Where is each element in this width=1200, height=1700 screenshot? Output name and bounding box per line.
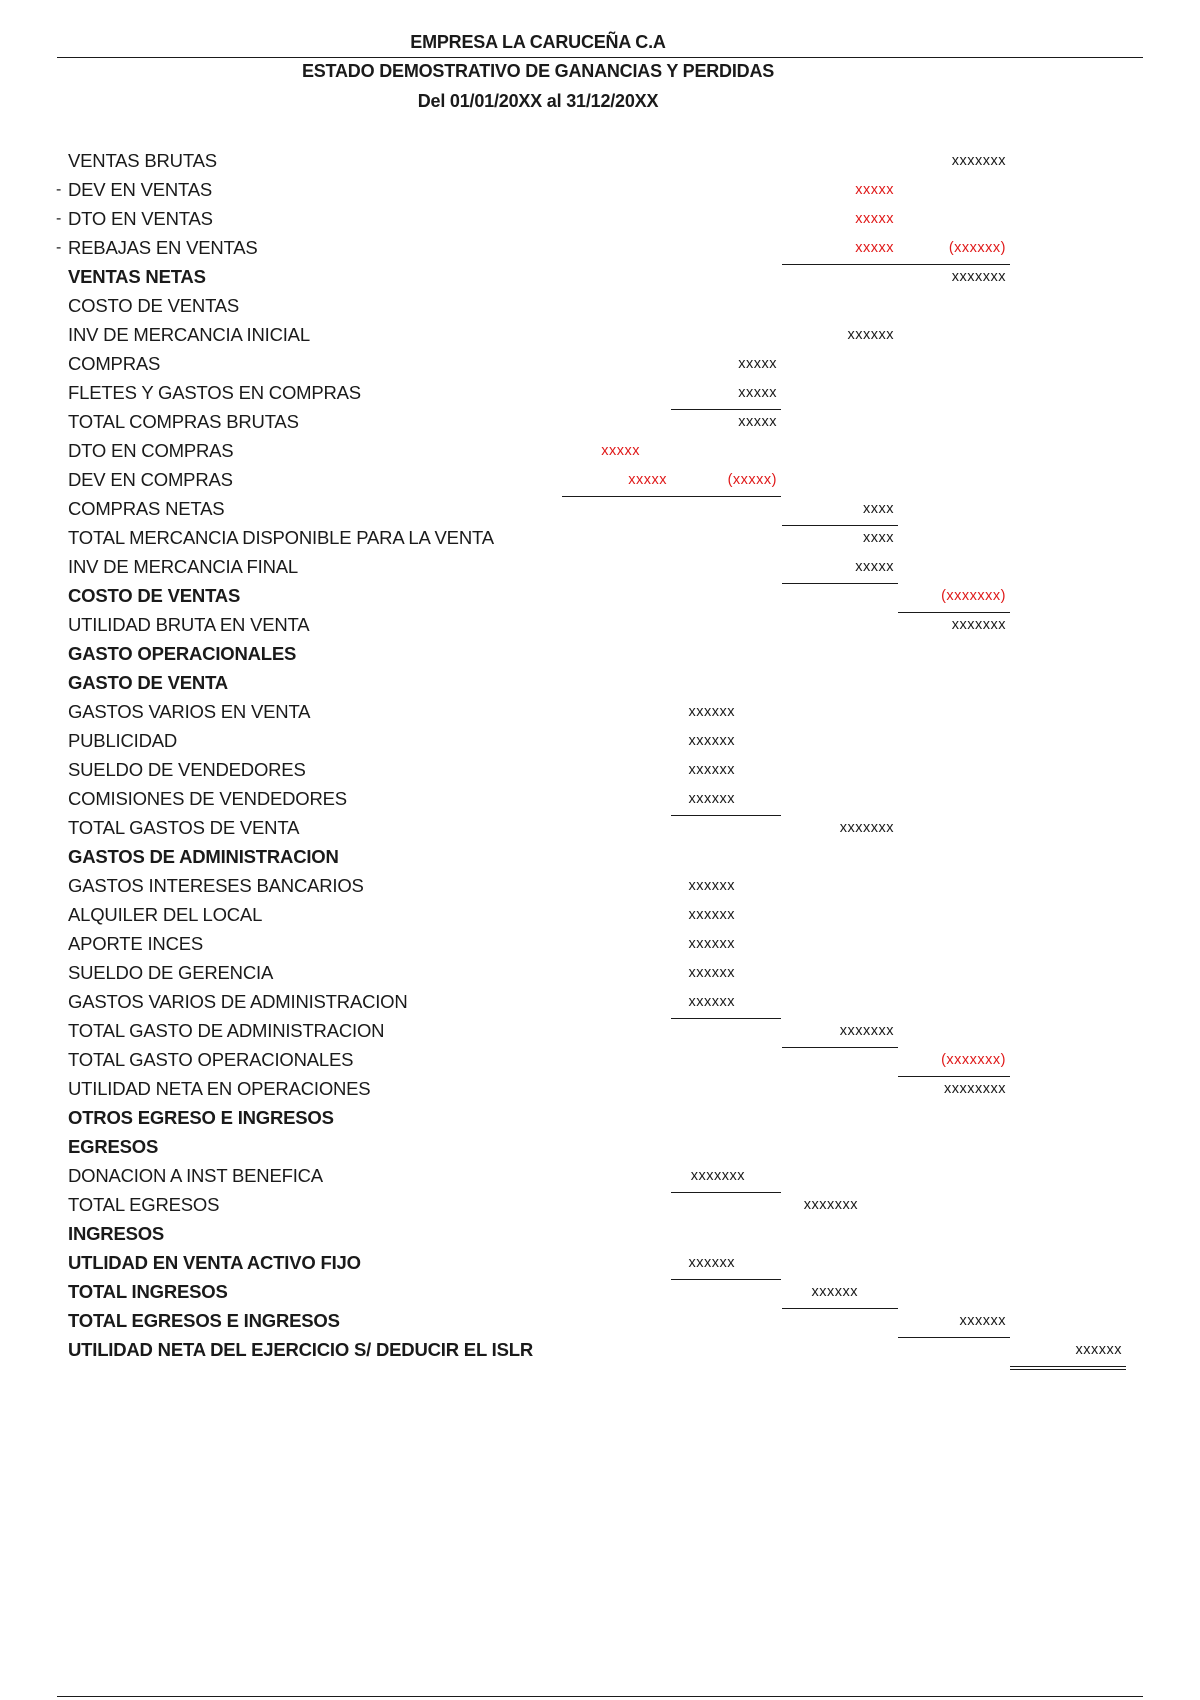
header-rule (57, 57, 1143, 58)
row-label: ALQUILER DEL LOCAL (68, 904, 263, 925)
row-compras (0, 349, 1200, 378)
row-gasto-venta (0, 668, 1200, 697)
row-total-gasto-admin (0, 1016, 1200, 1045)
row-label: GASTOS VARIOS DE ADMINISTRACION (68, 991, 408, 1012)
row-label: EGRESOS (68, 1136, 159, 1157)
amount-cell: (xxxxxx) (898, 233, 1010, 265)
amount-cell: xxxxxx (688, 965, 735, 981)
row-utilidad-bruta (0, 610, 1200, 639)
row-sueldo-vendedores (0, 755, 1200, 784)
amount-cell: xxxxxx (671, 987, 781, 1019)
row-label: UTILIDAD NETA DEL EJERCICIO S/ DEDUCIR EL ISLR (68, 1339, 533, 1360)
statement-period: Del 01/01/20XX al 31/12/20XX (417, 91, 659, 111)
amount-cell: xxxxxxx (951, 617, 1006, 633)
row-label: TOTAL EGRESOS (68, 1194, 220, 1215)
row-total-mercancia (0, 523, 1200, 552)
row-label: TOTAL GASTOS DE VENTA (68, 817, 300, 838)
minus-sign: - (56, 239, 62, 256)
row-label: UTILIDAD BRUTA EN VENTA (68, 614, 310, 635)
row-otros (0, 1103, 1200, 1132)
amount-cell: xxxxxxxx (944, 1081, 1006, 1097)
amount-cell: xxxxxxx (839, 820, 894, 836)
row-ventas-brutas (0, 146, 1200, 175)
amount-cell: xxxxxx (688, 907, 735, 923)
row-label: DTO EN COMPRAS (68, 440, 234, 461)
statement-title: ESTADO DEMOSTRATIVO DE GANANCIAS Y PERDIDAS (301, 61, 775, 81)
row-label: SUELDO DE VENDEDORES (68, 759, 306, 780)
row-label: DONACION A INST BENEFICA (68, 1165, 323, 1186)
row-label: TOTAL GASTO OPERACIONALES (68, 1049, 354, 1070)
amount-cell: xxxxxxx (671, 1161, 781, 1193)
amount-cell: xxxxxx (898, 1306, 1010, 1338)
row-label: INGRESOS (68, 1223, 165, 1244)
row-label: OTROS EGRESO E INGRESOS (68, 1107, 334, 1128)
amount-cell: xxxxxx (688, 733, 735, 749)
amount-cell: xxxxxx (847, 327, 894, 343)
row-utilidad-neta-ejercicio (0, 1335, 1200, 1364)
amount-cell: xxxxxxx (782, 1016, 898, 1048)
row-intereses (0, 871, 1200, 900)
row-total-egresos (0, 1190, 1200, 1219)
row-dto-compras (0, 436, 1200, 465)
company-name: EMPRESA LA CARUCEÑA C.A (410, 32, 666, 52)
row-ingresos (0, 1219, 1200, 1248)
amount-cell: xxxxx (562, 465, 671, 497)
row-inv-inicial (0, 320, 1200, 349)
amount-cell: xxxxxxx (951, 153, 1006, 169)
amount-cell: xxxxxx (782, 1277, 898, 1309)
row-label: UTLIDAD EN VENTA ACTIVO FIJO (68, 1252, 361, 1273)
row-utilidad-activo (0, 1248, 1200, 1277)
row-label: GASTO OPERACIONALES (68, 643, 297, 664)
minus-sign: - (56, 210, 62, 227)
amount-cell: xxxxxx (688, 878, 735, 894)
row-label: GASTOS DE ADMINISTRACION (68, 846, 339, 867)
row-label: TOTAL EGRESOS E INGRESOS (68, 1310, 340, 1331)
row-label: TOTAL GASTO DE ADMINISTRACION (68, 1020, 385, 1041)
row-compras-netas (0, 494, 1200, 523)
row-total-egresos-ingresos (0, 1306, 1200, 1335)
amount-cell: xxxxx (855, 211, 894, 227)
row-label: SUELDO DE GERENCIA (68, 962, 274, 983)
row-fletes (0, 378, 1200, 407)
row-total-ingresos (0, 1277, 1200, 1306)
amount-cell: xxxxx (738, 414, 777, 430)
row-label: TOTAL MERCANCIA DISPONIBLE PARA LA VENTA (68, 527, 494, 548)
row-costo-ventas (0, 581, 1200, 610)
row-comisiones (0, 784, 1200, 813)
row-label: TOTAL COMPRAS BRUTAS (68, 411, 299, 432)
row-gasto-operacionales (0, 639, 1200, 668)
amount-cell: xxxxx (738, 356, 777, 372)
row-label: REBAJAS EN VENTAS (68, 237, 258, 258)
row-label: INV DE MERCANCIA INICIAL (68, 324, 310, 345)
row-gastos-varios-venta (0, 697, 1200, 726)
row-rebajas-ventas (0, 233, 1200, 262)
row-label: GASTOS INTERESES BANCARIOS (68, 875, 364, 896)
row-egresos (0, 1132, 1200, 1161)
amount-cell: (xxxxx) (671, 465, 781, 497)
amount-cell: xxxxxx (688, 704, 735, 720)
row-label: VENTAS BRUTAS (68, 150, 217, 171)
row-total-gasto-oper (0, 1045, 1200, 1074)
row-gastos-admin-header (0, 842, 1200, 871)
amount-cell: xxxxxxx (803, 1197, 858, 1213)
row-alquiler (0, 900, 1200, 929)
row-gastos-varios-admin (0, 987, 1200, 1016)
row-ventas-netas (0, 262, 1200, 291)
row-utilidad-neta-oper (0, 1074, 1200, 1103)
row-label: DTO EN VENTAS (68, 208, 213, 229)
amount-cell: (xxxxxxx) (898, 1045, 1010, 1077)
row-label: APORTE INCES (68, 933, 204, 954)
amount-cell: xxxxxx (671, 784, 781, 816)
amount-cell: (xxxxxxx) (898, 581, 1010, 613)
row-total-gastos-venta (0, 813, 1200, 842)
row-label: COMISIONES DE VENDEDORES (68, 788, 347, 809)
amount-cell: xxxxx (601, 443, 640, 459)
amount-cell: xxxx (782, 494, 898, 526)
row-inv-final (0, 552, 1200, 581)
row-total-compras-brutas (0, 407, 1200, 436)
row-label: FLETES Y GASTOS EN COMPRAS (68, 382, 361, 403)
row-dev-ventas (0, 175, 1200, 204)
row-label: GASTO DE VENTA (68, 672, 228, 693)
amount-cell: xxxxxx (1010, 1335, 1126, 1370)
row-dev-compras (0, 465, 1200, 494)
amount-cell: xxxxxx (671, 1248, 781, 1280)
row-aporte-inces (0, 929, 1200, 958)
amount-cell: xxxxx (855, 182, 894, 198)
amount-cell: xxxxxx (688, 762, 735, 778)
amount-cell: xxxxx (782, 233, 898, 265)
amount-cell: xxxxxx (688, 936, 735, 952)
row-label: UTILIDAD NETA EN OPERACIONES (68, 1078, 371, 1099)
row-label: DEV EN VENTAS (68, 179, 213, 200)
amount-cell: xxxxx (671, 378, 781, 410)
row-label: PUBLICIDAD (68, 730, 178, 751)
row-dto-ventas (0, 204, 1200, 233)
row-label: COSTO DE VENTAS (68, 585, 241, 606)
row-donacion (0, 1161, 1200, 1190)
row-label: VENTAS NETAS (68, 266, 206, 287)
row-publicidad (0, 726, 1200, 755)
minus-sign: - (56, 181, 62, 198)
row-label: DEV EN COMPRAS (68, 469, 233, 490)
row-label: GASTOS VARIOS EN VENTA (68, 701, 311, 722)
row-sueldo-gerencia (0, 958, 1200, 987)
footer-rule (57, 1696, 1143, 1697)
row-label: TOTAL INGRESOS (68, 1281, 228, 1302)
row-label: COMPRAS NETAS (68, 498, 225, 519)
row-costo-ventas-header (0, 291, 1200, 320)
amount-cell: xxxx (863, 530, 894, 546)
row-label: COMPRAS (68, 353, 161, 374)
amount-cell: xxxxxxx (951, 269, 1006, 285)
row-label: COSTO DE VENTAS (68, 295, 240, 316)
amount-cell: xxxxx (782, 552, 898, 584)
row-label: INV DE MERCANCIA FINAL (68, 556, 298, 577)
